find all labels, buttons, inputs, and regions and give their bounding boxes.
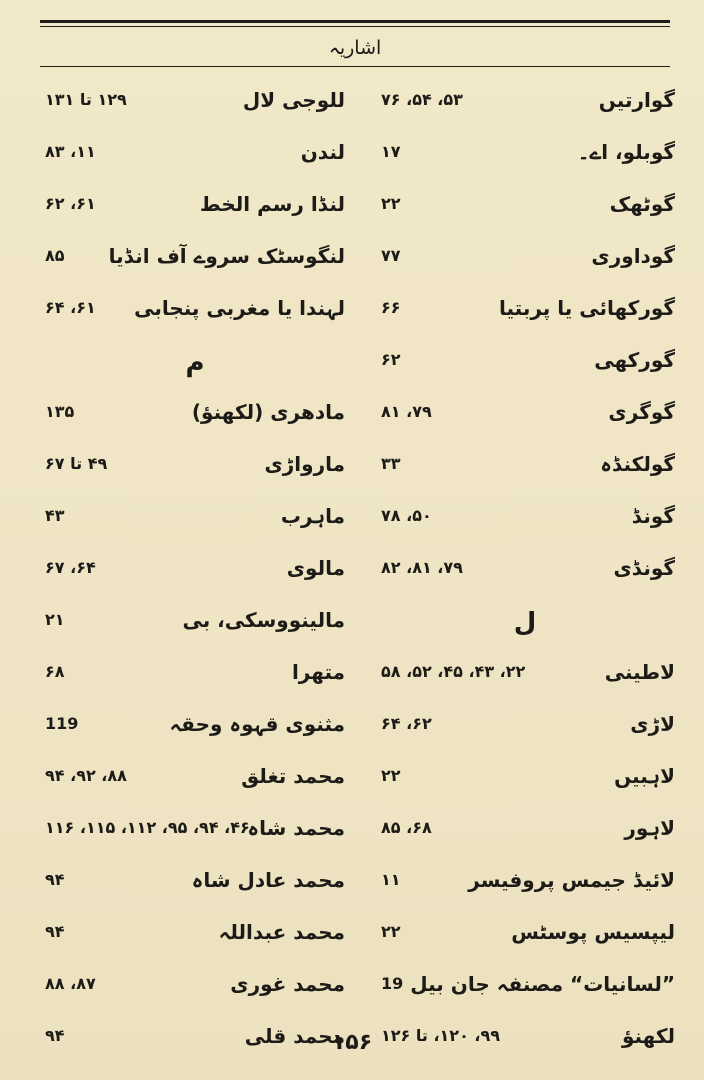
index-entry bbox=[375, 288, 675, 340]
index-page-refs: ۲۲، ۴۳، ۴۵، ۵۲، ۵۸ bbox=[381, 662, 526, 681]
index-page-refs: ۵۰، ۷۸ bbox=[381, 506, 432, 525]
index-column-left bbox=[45, 80, 345, 1068]
index-term: للوجی لال bbox=[242, 88, 345, 112]
header-rule bbox=[40, 66, 670, 67]
index-page-refs: ۴۶، ۹۴، ۹۵، ۱۱۲، ۱۱۵، ۱۱۶ bbox=[45, 818, 250, 837]
index-page-refs: 19 bbox=[381, 974, 404, 993]
index-page-refs: ۸۵ bbox=[45, 246, 65, 265]
index-term: محمد تغلق bbox=[241, 764, 345, 788]
index-page-refs: ۱۳۵ bbox=[45, 402, 75, 421]
index-term: گونڈی bbox=[613, 556, 675, 580]
index-term: لاطینی bbox=[604, 660, 675, 684]
index-page-refs: ۹۹، ۱۲۰، تا ۱۲۶ bbox=[381, 1026, 501, 1045]
index-term: ل bbox=[513, 608, 537, 638]
index-term: لاہبیں bbox=[614, 764, 675, 788]
index-term: لاہور bbox=[624, 816, 675, 840]
index-term: گونڈ bbox=[631, 504, 675, 528]
index-term: محمد قلی bbox=[244, 1024, 345, 1048]
index-term: ”لسانیات“ مصنفہ جان بیل bbox=[410, 972, 675, 996]
index-entry bbox=[375, 964, 675, 1016]
index-entry bbox=[45, 392, 345, 444]
index-entry bbox=[45, 496, 345, 548]
index-term: لنگوسٹک سروے آف انڈیا bbox=[108, 244, 345, 268]
index-entry bbox=[45, 964, 345, 1016]
top-rule-thick bbox=[40, 20, 670, 23]
index-page-refs: ۶۲ bbox=[381, 350, 401, 369]
index-term: لاڑی bbox=[630, 712, 675, 736]
index-term: گوارتیں bbox=[598, 88, 675, 112]
index-term: لائیڈ جیمس پروفیسر bbox=[468, 868, 675, 892]
index-page-refs: ۸۷، ۸۸ bbox=[45, 974, 96, 993]
index-term: محمد شاہ bbox=[247, 816, 345, 840]
index-term: لہندا یا مغربی پنجابی bbox=[134, 296, 345, 320]
index-page-refs: ۴۳ bbox=[45, 506, 65, 525]
index-page-refs: ۶۴، ۶۷ bbox=[45, 558, 96, 577]
index-term: گوبلو، اے۔ bbox=[577, 140, 675, 164]
index-entry bbox=[375, 496, 675, 548]
index-page-refs: ۶۶ bbox=[381, 298, 401, 317]
index-term: لنڈا رسم الخط bbox=[199, 192, 345, 216]
index-page-refs: ۷۹، ۸۱ bbox=[381, 402, 432, 421]
index-page-refs: ۲۱ bbox=[45, 610, 65, 629]
index-page-refs: ۱۷ bbox=[381, 142, 401, 161]
index-entry bbox=[45, 184, 345, 236]
index-entry bbox=[45, 652, 345, 704]
index-entry bbox=[375, 756, 675, 808]
index-page-refs: ۹۴ bbox=[45, 922, 65, 941]
index-entry bbox=[375, 236, 675, 288]
index-entry bbox=[45, 912, 345, 964]
index-term: گوٹھک bbox=[609, 192, 675, 216]
page-header: اشاریہ bbox=[328, 37, 382, 59]
index-term: گورکھائی یا پربتیا bbox=[498, 296, 675, 320]
index-entry bbox=[45, 860, 345, 912]
index-term: ماہرب bbox=[280, 504, 345, 528]
index-entry bbox=[375, 860, 675, 912]
index-page-refs: ۲۲ bbox=[381, 194, 401, 213]
index-letter-heading bbox=[375, 600, 675, 652]
index-entry bbox=[45, 132, 345, 184]
index-page-refs: ۶۲، ۶۴ bbox=[381, 714, 432, 733]
index-entry bbox=[375, 184, 675, 236]
index-entry bbox=[375, 340, 675, 392]
index-term: گوداوری bbox=[591, 244, 675, 268]
index-term: متھرا bbox=[291, 660, 345, 684]
index-term: گولکنڈہ bbox=[600, 452, 675, 476]
index-entry bbox=[45, 704, 345, 756]
index-page-refs: ۲۲ bbox=[381, 766, 401, 785]
index-page-refs: ۶۸، ۸۵ bbox=[381, 818, 432, 837]
index-page-refs: ۸۸، ۹۲، ۹۴ bbox=[45, 766, 127, 785]
index-page-refs: ۱۲۹ تا ۱۳۱ bbox=[45, 90, 127, 109]
index-entry bbox=[375, 808, 675, 860]
index-entry bbox=[375, 80, 675, 132]
index-page-refs: ۱۱، ۸۳ bbox=[45, 142, 96, 161]
index-page-refs: ۳۳ bbox=[381, 454, 401, 473]
index-entry bbox=[375, 548, 675, 600]
index-term: م bbox=[185, 348, 205, 378]
index-term: گورکھی bbox=[594, 348, 675, 372]
index-term: لکھنؤ bbox=[621, 1024, 675, 1048]
index-column-right bbox=[375, 80, 675, 1068]
index-entry bbox=[45, 808, 345, 860]
index-page-refs: ۷۹، ۸۱، ۸۲ bbox=[381, 558, 463, 577]
index-page-refs: ۷۷ bbox=[381, 246, 401, 265]
index-page-refs: ۴۹ تا ۶۷ bbox=[45, 454, 108, 473]
index-term: لیپسیس پوسٹس bbox=[511, 920, 675, 944]
index-term: محمد عبداللہ bbox=[218, 920, 345, 944]
index-entry bbox=[45, 288, 345, 340]
index-term: مالینووسکی، بی bbox=[182, 608, 345, 632]
index-entry bbox=[45, 600, 345, 652]
index-page-refs: ۶۱، ۶۴ bbox=[45, 298, 96, 317]
index-entry bbox=[45, 756, 345, 808]
top-rule-thin bbox=[40, 26, 670, 27]
page-number: ۱۵۶ bbox=[331, 1030, 373, 1055]
index-page-refs: ۲۲ bbox=[381, 922, 401, 941]
index-term: محمد غوری bbox=[230, 972, 345, 996]
index-term: مالوی bbox=[286, 556, 345, 580]
index-letter-heading bbox=[45, 340, 345, 392]
index-page-refs: ۹۴ bbox=[45, 1026, 65, 1045]
index-page-refs: ۱۱ bbox=[381, 870, 401, 889]
index-entry bbox=[45, 444, 345, 496]
index-entry bbox=[375, 444, 675, 496]
index-entry bbox=[375, 652, 675, 704]
index-entry bbox=[375, 704, 675, 756]
index-term: محمد عادل شاہ bbox=[191, 868, 345, 892]
index-term: مثنوی قہوہ وحقہ bbox=[169, 712, 345, 736]
index-term: مارواڑی bbox=[264, 452, 345, 476]
index-entry bbox=[45, 548, 345, 600]
index-page-refs: ۶۸ bbox=[45, 662, 65, 681]
index-page-refs: 119 bbox=[45, 714, 79, 733]
index-page-refs: ۵۳، ۵۴، ۷۶ bbox=[381, 90, 463, 109]
index-entry bbox=[45, 80, 345, 132]
index-page-refs: ۶۱، ۶۲ bbox=[45, 194, 96, 213]
index-term: لندن bbox=[300, 140, 345, 164]
index-page-refs: ۹۴ bbox=[45, 870, 65, 889]
index-term: مادھری (لکھنؤ) bbox=[191, 400, 345, 424]
index-term: گوگری bbox=[608, 400, 675, 424]
index-entry bbox=[375, 132, 675, 184]
index-entry bbox=[375, 392, 675, 444]
index-entry bbox=[45, 236, 345, 288]
index-entry bbox=[375, 912, 675, 964]
